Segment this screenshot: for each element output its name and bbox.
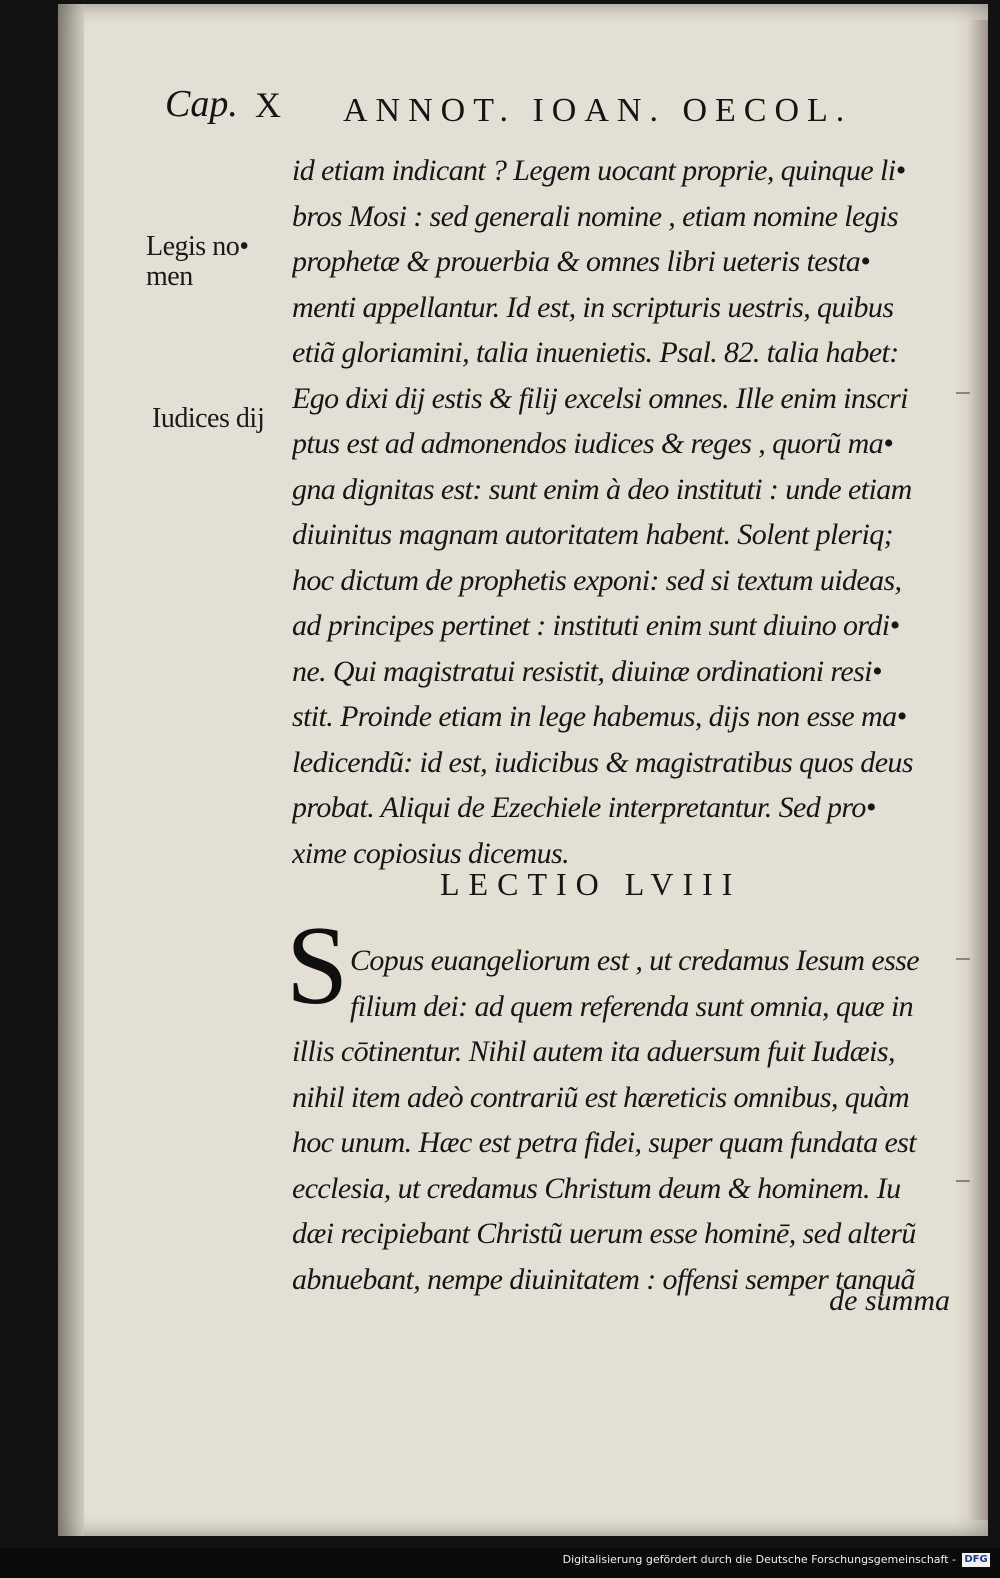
- text-line: abnuebant, nempe diuinitatem : offensi semper tanquã: [292, 1262, 915, 1296]
- text-line: ptus est ad admonendos iudices & reges , quorũ ma•: [292, 427, 894, 460]
- text-line: nihil item adeò contrariũ est hæreticis omnibus, quàm: [292, 1080, 910, 1114]
- text-line: diuinitus magnam autoritatem habent. Solent pleriq;: [292, 518, 894, 551]
- text-line: ad principes pertinet : instituti enim sunt diuino ordi•: [292, 609, 900, 642]
- margin-note-legis-nomen-line2: men: [146, 261, 193, 292]
- text-line: probat. Aliqui de Ezechiele interpretantur. Sed pro•: [292, 791, 876, 824]
- section-heading: LECTIO LVIII: [440, 866, 742, 902]
- text-line: hoc unum. Hæc est petra fidei, super quam fundata est: [292, 1126, 916, 1159]
- catchword: de summa: [829, 1284, 950, 1317]
- text-line: Ego dixi dij estis & filij excelsi omnes. Ille enim inscri: [292, 381, 908, 415]
- text-line: hoc dictum de prophetis exponi: sed si textum uideas,: [292, 563, 902, 597]
- margin-note-iudices: Iudices dĳ: [152, 403, 265, 434]
- margin-mark: [956, 392, 970, 394]
- text-line: prophetæ & prouerbia & omnes libri ueteris testa•: [292, 245, 871, 278]
- text-line: Copus euangeliorum est , ut credamus Iesum esse: [350, 944, 919, 977]
- body-text-block-2: [292, 938, 947, 1302]
- page-fore-edge: [968, 20, 988, 1520]
- text-line: gna dignitas est: sunt enim à deo instituti : unde etiam: [292, 472, 912, 506]
- running-header: [165, 82, 905, 138]
- text-line: etiã gloriamini, talia inuenietis. Psal. 82. talia habet:: [292, 336, 899, 369]
- body-text-block-1: [292, 148, 947, 876]
- margin-mark: [956, 958, 970, 960]
- margin-note-legis-nomen-line1: Legis no•: [146, 231, 249, 262]
- margin-mark: [956, 1180, 970, 1182]
- text-line: id etiam indicant ? Legem uocant proprie, quinque li•: [292, 154, 906, 187]
- text-line: illis cōtinentur. Nihil autem ita aduersum fuit Iudæis,: [292, 1035, 895, 1068]
- text-line: xime copiosius dicemus.: [292, 836, 569, 870]
- text-line: filium dei: ad quem referenda sunt omnia, quæ in: [350, 989, 914, 1023]
- drop-cap-initial: S: [286, 904, 349, 1028]
- chapter-label: Cap.: [165, 83, 238, 125]
- text-line: stit. Proinde etiam in lege habemus, dijs non esse ma•: [292, 700, 907, 733]
- text-line: ecclesia, ut credamus Christum deum & hominem. Iu: [292, 1171, 901, 1205]
- page-gutter-shadow: [58, 4, 84, 1536]
- funding-credit: Digitalisierung gefördert durch die Deutsche Forschungsgemeinschaft -: [562, 1553, 956, 1566]
- text-line: ne. Qui magistratui resistit, diuinæ ordinationi resi•: [292, 654, 882, 688]
- text-line: bros Mosi : sed generali nomine , etiam nomine legis: [292, 199, 898, 233]
- text-line: menti appellantur. Id est, in scripturis uestris, quibus: [292, 290, 894, 324]
- chapter-number: X: [255, 85, 281, 125]
- text-line: ledicendũ: id est, iudicibus & magistratibus quos deus: [292, 745, 913, 779]
- text-line: dæi recipiebant Christũ uerum esse hominē, sed alterũ: [292, 1217, 916, 1250]
- dfg-logo-icon: DFG: [962, 1553, 990, 1567]
- running-title: ANNOT. IOAN. OECOL.: [343, 92, 853, 129]
